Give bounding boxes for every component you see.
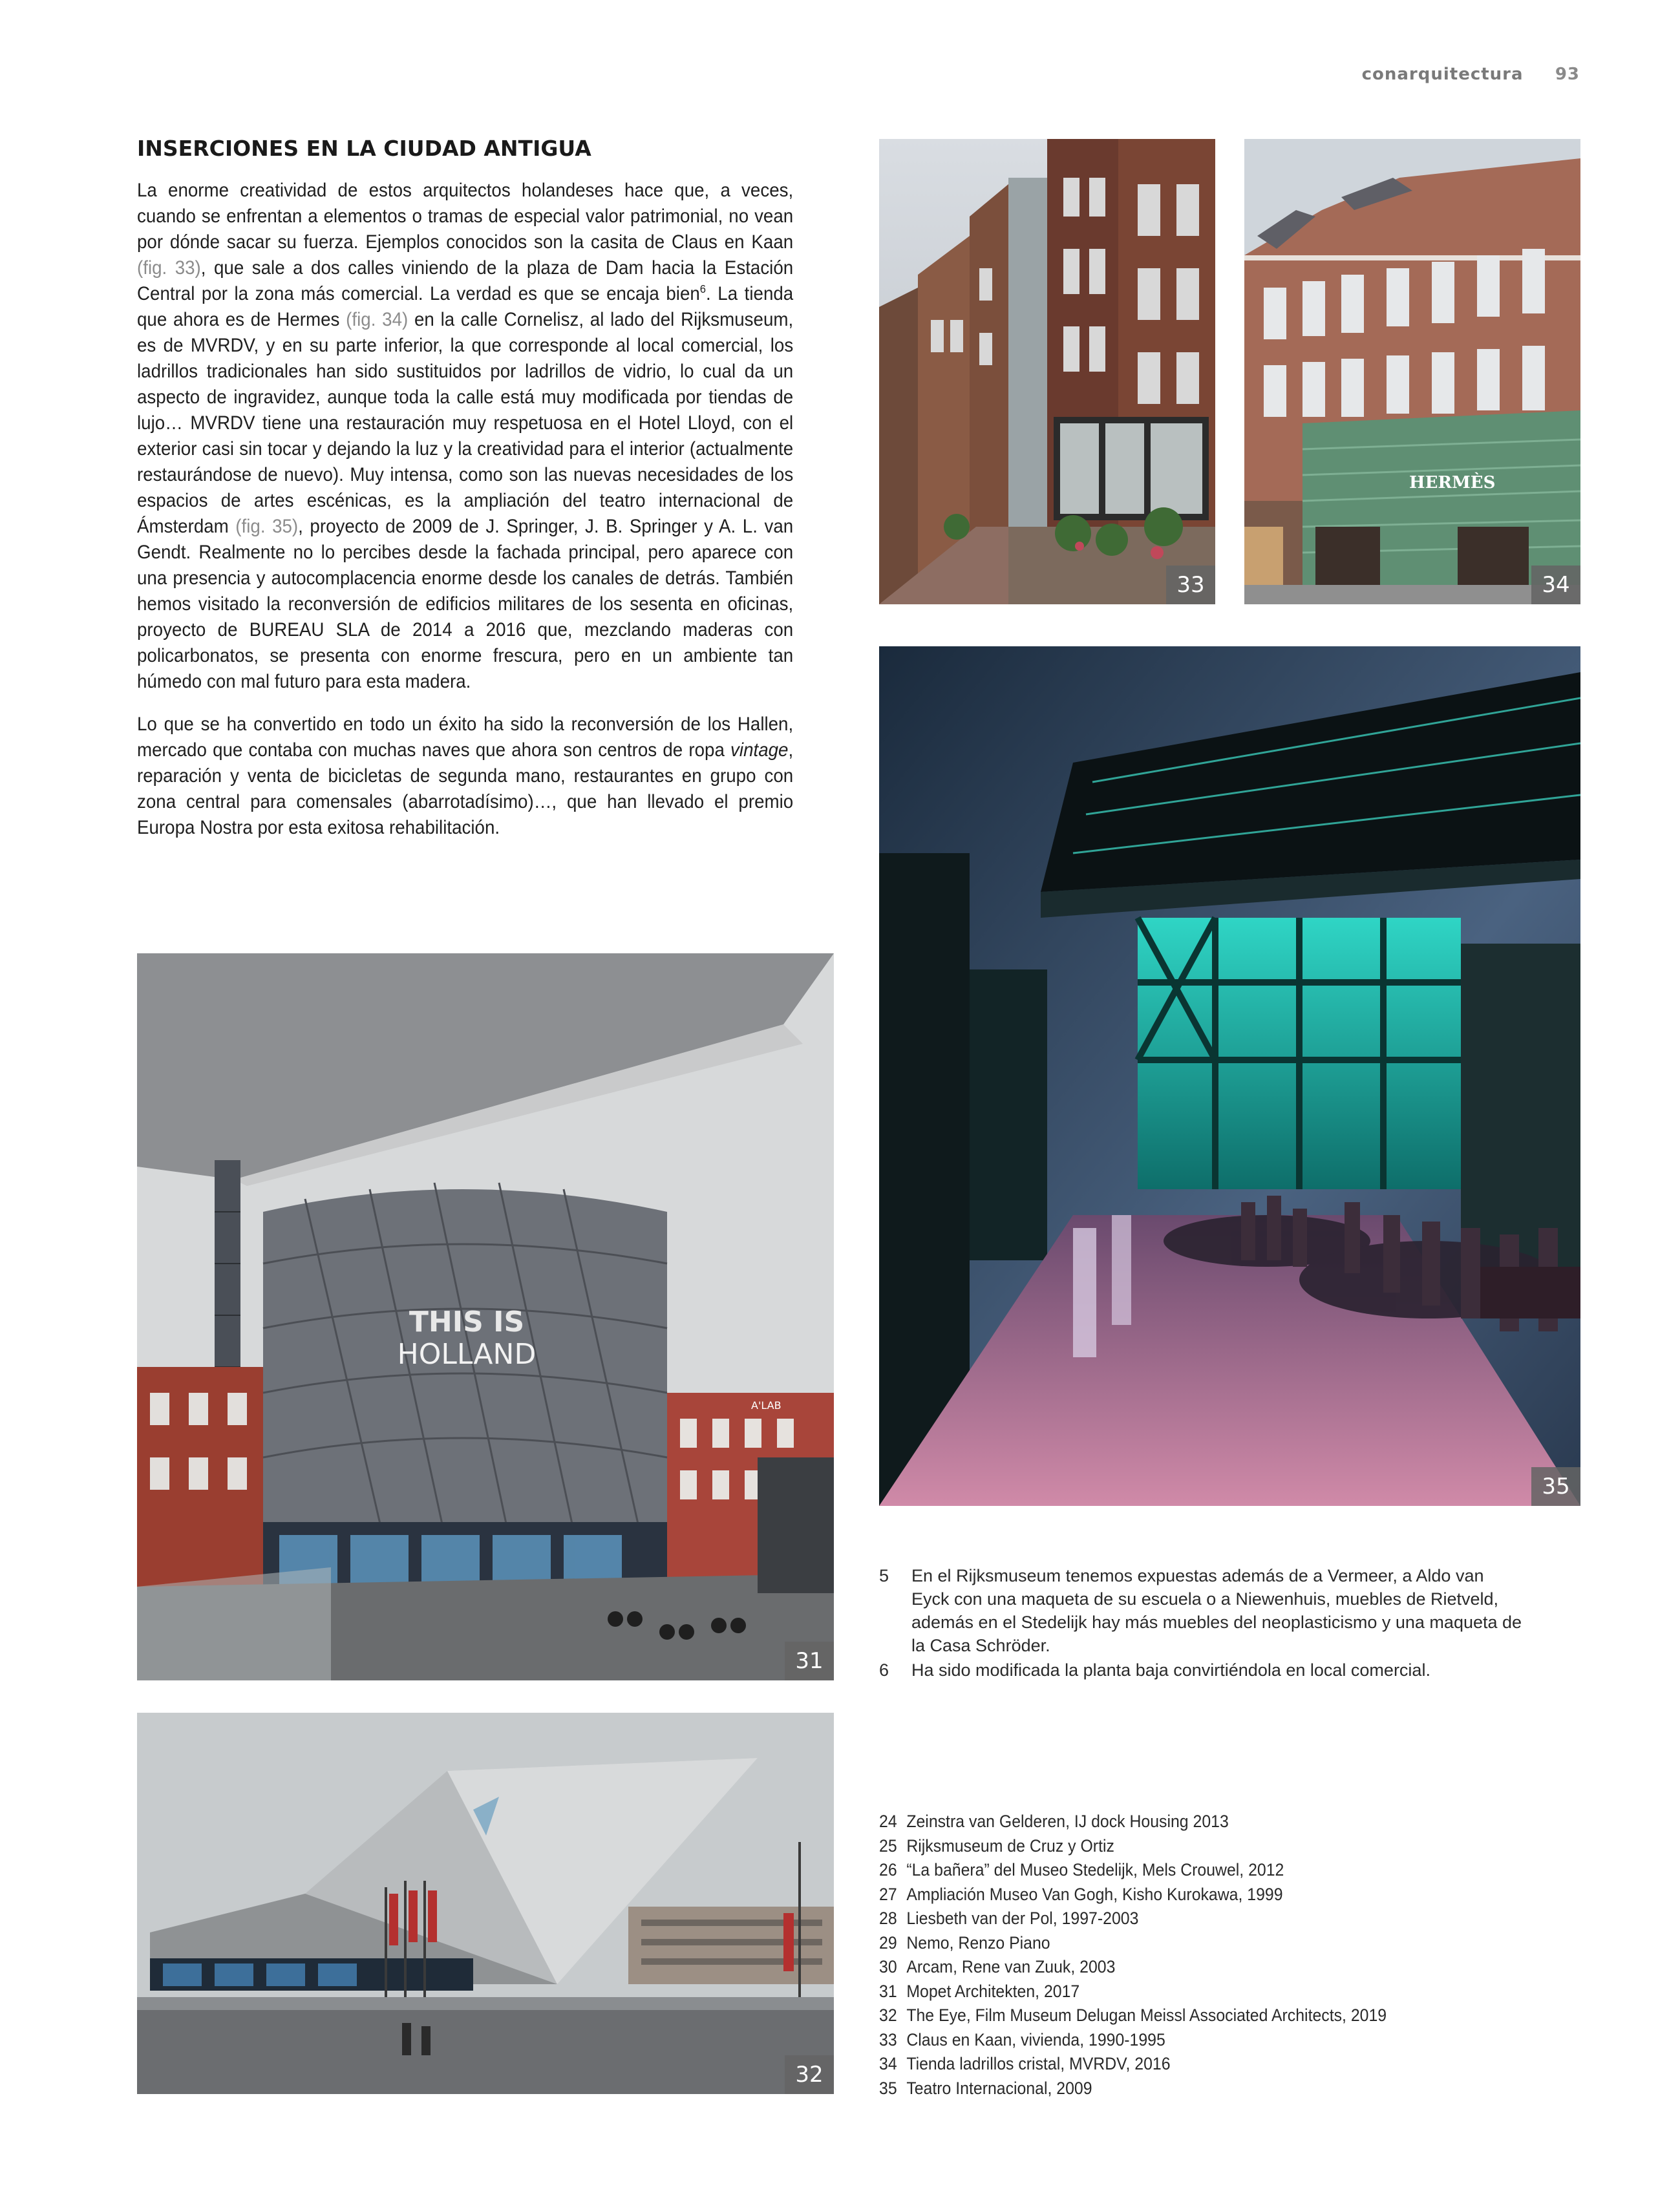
figure-number-34: 34 (1531, 566, 1580, 604)
credit-item: 26 “La bañera” del Museo Stedelijk, Mels Crouwel, 2012 (879, 1860, 1284, 1879)
credit-item: 33 Claus en Kaan, vivienda, 1990-1995 (879, 2029, 1165, 2049)
credit-item: 32 The Eye, Film Museum Delugan Meissl Associated Architects, 2019 (879, 2006, 1387, 2025)
figure-35-photo (879, 646, 1580, 1506)
this-is-holland-sign-line1: THIS IS (409, 1306, 525, 1339)
paragraph-1: La enorme creatividad de estos arquitectos holandeses hace que, a veces, cuando se enfrentan a elementos o tramas de especial valor patrimonial, no vean por dónde sacar su fuerza. Ejemplos conocidos son la casita de Claus en Kaan (fig. 33), que sale a dos calles viniendo de la plaza de Dam hacia la Estación Central por la zona más comercial. La verdad es que se encaja bien$^6$. La tienda que ahora es de Hermes (fig. 34) en la calle Cornelisz, al lado del Rijksmuseum, es de MVRDV, y en su parte inferior, la que corresponde al local comercial, los ladrillos tradicionales han sido sustituidos por ladrillos de vidrio, lo cual da un aspecto de ingravidez, aunque toda la calle está muy modificada por tiendas de lujo… MVRDV tiene una restauración muy respetuosa en el Hotel Lloyd, con el exterior casi sin tocar y dejando la luz y la creatividad para el interior (actualmente restaurándose de nuevo). Muy intensa, como son las nuevas necesidades de los espacios de artes escénicas, es la ampliación del teatro internacional de Ámsterdam (fig. 35), proyecto de 2009 de J. Springer, J. B. Springer y A. L. van Gendt. Realmente no lo percibes desde la fachada principal, pero aparece con una presencia y autocomplacencia enorme desde los canales de detrás. También hemos visitado la reconversión de edificios militares de los sesenta en oficinas, proyecto de BUREAU SLA de 2014 a 2016 que, mezclando maderas con policarbonatos, se presenta con enorme frescura, pero en un ambiente tan húmedo con mal futuro para esta madera. (137, 180, 794, 692)
footnotes-list (879, 1564, 1526, 1683)
footnote-marker-6[interactable]: 6 (699, 282, 707, 296)
figure-33-photo (879, 139, 1215, 604)
theatre-night-illustration (879, 646, 1580, 1506)
credit-item: 35 Teatro Internacional, 2009 (879, 2078, 1092, 2098)
section-heading: INSERCIONES EN LA CIUDAD ANTIGUA (137, 136, 591, 161)
credit-item: 34 Tienda ladrillos cristal, MVRDV, 2016 (879, 2054, 1171, 2073)
figure-reference-34[interactable]: (fig. 34) (346, 309, 409, 330)
footnote-5 (879, 1564, 1526, 1657)
credit-item: 27 Ampliación Museo Van Gogh, Kisho Kurokawa, 1999 (879, 1884, 1283, 1904)
figure-reference-33[interactable]: (fig. 33) (137, 257, 201, 279)
credit-item: 24 Zeinstra van Gelderen, IJ dock Housing 2013 (879, 1812, 1229, 1831)
figure-34-photo (1244, 139, 1580, 604)
magazine-brand: conarquitectura (1361, 65, 1524, 84)
credit-item: 31 Mopet Architekten, 2017 (879, 1981, 1080, 2001)
hermes-facade-illustration (1244, 139, 1580, 604)
figure-32-photo (137, 1713, 834, 2094)
article-body (137, 178, 793, 858)
this-is-holland-illustration (137, 953, 834, 1680)
eye-museum-illustration (137, 1713, 834, 2094)
figure-number-33: 33 (1166, 566, 1215, 604)
photo-credits-list (879, 1810, 1474, 2101)
figure-number-32: 32 (785, 2055, 834, 2094)
footnote-number: 5 (879, 1566, 889, 1585)
paragraph-2: Lo que se ha convertido en todo un éxito ha sido la reconversión de los Hallen, mercado que contaba con muchas naves que ahora son centros de ropa vintage, reparación y venta de bicicletas de segunda mano, restaurantes en grupo con zona central para comensales (abarrotadísimo)…, que han llevado el premio Europa Nostra por esta exitosa rehabilitación. (137, 714, 794, 838)
page-number: 93 (1555, 65, 1580, 84)
figure-number-35: 35 (1531, 1467, 1580, 1506)
street-houses-illustration (879, 139, 1215, 604)
credit-item: 30 Arcam, Rene van Zuuk, 2003 (879, 1957, 1116, 1976)
footnote-text: En el Rijksmuseum tenemos expuestas además de a Vermeer, a Aldo van Eyck con una maqueta de su escuela o a Niewenhuis, muebles de Rietveld, además en el Stedelijk hay más muebles del neoplasticismo y una maqueta de la Casa Schröder. (911, 1566, 1522, 1655)
figure-reference-35[interactable]: (fig. 35) (235, 516, 299, 537)
figure-number-31: 31 (785, 1642, 834, 1680)
alab-sign: A'LAB (751, 1399, 782, 1412)
credit-item: 28 Liesbeth van der Pol, 1997-2003 (879, 1909, 1139, 1928)
page-header (1362, 65, 1580, 84)
footnote-number: 6 (879, 1660, 889, 1680)
credit-item: 29 Nemo, Renzo Piano (879, 1932, 1050, 1953)
credit-item: 25 Rijksmuseum de Cruz y Ortiz (879, 1836, 1114, 1856)
hermes-sign: HERMÈS (1409, 473, 1496, 492)
footnote-text: Ha sido modificada la planta baja convirtiéndola en local comercial. (911, 1660, 1430, 1680)
footnote-6 (879, 1658, 1526, 1682)
this-is-holland-sign-line2: HOLLAND (397, 1338, 537, 1371)
figure-31-photo (137, 953, 834, 1680)
